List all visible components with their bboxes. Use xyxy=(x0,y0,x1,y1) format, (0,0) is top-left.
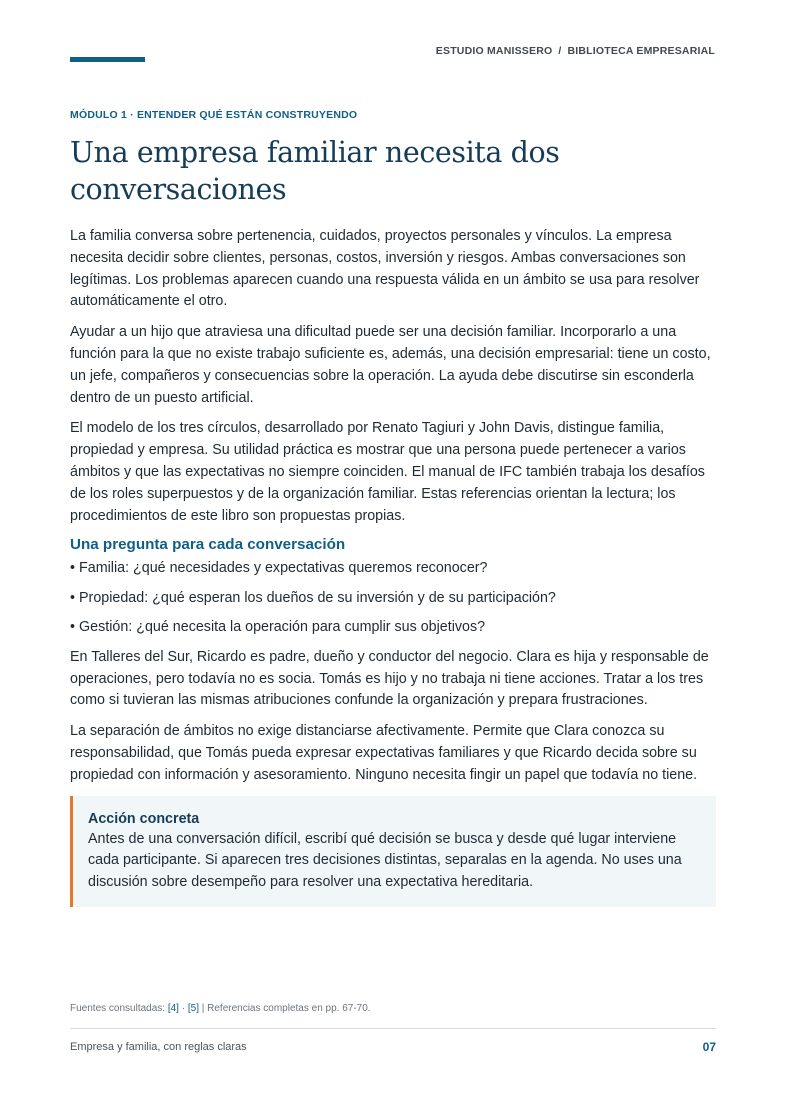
sources-mid: · xyxy=(178,1003,188,1014)
list-item xyxy=(70,588,716,609)
sources-suffix: | Referencias completas en pp. 67-70. xyxy=(198,1003,371,1014)
footer-page-number: 07 xyxy=(702,1040,716,1054)
sources-prefix: Fuentes consultadas: xyxy=(70,1003,168,1014)
page-title: Una empresa familiar necesita dos conversaciones xyxy=(70,136,560,206)
paragraph-intro-3: El modelo de los tres círculos, desarrollado por Renato Tagiuri y John Davis, distingue familia, propiedad y empresa. Su utilidad práctica es mostrar que una persona puede pertenecer a varios ámbitos y que las expectativas no siempre coinciden. El manual de IFC también trabaja los desafíos de los roles superpuestos y de la organización familiar. Estas referencias orientan la lectura; los procedimientos de este libro son propuestas propias. xyxy=(70,420,705,524)
paragraph-intro-1: La familia conversa sobre pertenencia, cuidados, proyectos personales y vínculos. La empresa necesita decidir sobre clientes, personas, costos, inversión y riesgos. Ambas conversaciones son legítimas. Los problemas aparecen cuando una respuesta válida en un ámbito se usa para resolver automáticamente el otro. xyxy=(70,228,700,310)
reference-link-5[interactable]: [5] xyxy=(187,1003,199,1014)
paragraph-outro-1: En Talleres del Sur, Ricardo es padre, dueño y conductor del negocio. Clara es hija y responsable de operaciones, pero todavía no es socia. Tomás es hijo y no trabaja ni tiene acciones. Tratar a los tres como si tuvieran las mismas atribuciones confunde la organización y prepara frustraciones. xyxy=(70,648,709,709)
list-item xyxy=(70,558,716,579)
callout-title: Acción concreta xyxy=(88,810,200,827)
header-brand: ESTUDIO MANISSERO xyxy=(435,45,553,57)
reference-link-4[interactable]: [4] xyxy=(167,1003,179,1014)
callout-body: Antes de una conversación difícil, escribí qué decisión se busca y desde qué lugar interviene cada participante. Si aparecen tres decisiones distintas, separalas en la agenda. No uses una discusión sobre desempeño para resolver una expectativa hereditaria. xyxy=(88,830,682,891)
footer-divider xyxy=(70,1028,716,1029)
list-item xyxy=(70,617,716,638)
header-separator: / xyxy=(558,45,562,57)
list-item-text: Gestión: ¿qué necesita la operación para cumplir sus objetivos? xyxy=(79,619,486,636)
bullet-marker: • xyxy=(70,560,76,577)
header-section: BIBLIOTECA EMPRESARIAL xyxy=(567,45,715,57)
footer-book-title: Empresa y familia, con reglas claras xyxy=(70,1041,247,1053)
section-subheading: Una pregunta para cada conversación xyxy=(70,536,346,554)
action-callout xyxy=(70,796,716,907)
module-label: MÓDULO 1 · ENTENDER QUÉ ESTÁN CONSTRUYENDO xyxy=(70,109,358,121)
header-accent-bar xyxy=(70,57,145,62)
sources-line xyxy=(70,1003,371,1014)
list-item-text: Familia: ¿qué necesidades y expectativas queremos reconocer? xyxy=(79,560,488,577)
running-header xyxy=(436,45,715,57)
paragraph-intro-2: Ayudar a un hijo que atraviesa una dificultad puede ser una decisión familiar. Incorporarlo a una función para la que no existe trabajo suficiente es, además, una decisión empresarial: tiene un costo, un jefe, compañeros y consecuencias sobre la operación. La ayuda debe discutirse sin esconderla dentro de un puesto artificial. xyxy=(70,324,711,406)
main-content xyxy=(70,109,716,907)
list-item-text: Propiedad: ¿qué esperan los dueños de su inversión y de su participación? xyxy=(79,589,556,606)
paragraph-outro-2: La separación de ámbitos no exige distanciarse afectivamente. Permite que Clara conozca su responsabilidad, que Tomás pueda expresar expectativas familiares y que Ricardo decida sobre su propiedad con información y asesoramiento. Ninguno necesita fingir un papel que todavía no tiene. xyxy=(70,723,698,783)
bullet-marker: • xyxy=(70,619,76,636)
bullet-marker: • xyxy=(70,589,76,606)
